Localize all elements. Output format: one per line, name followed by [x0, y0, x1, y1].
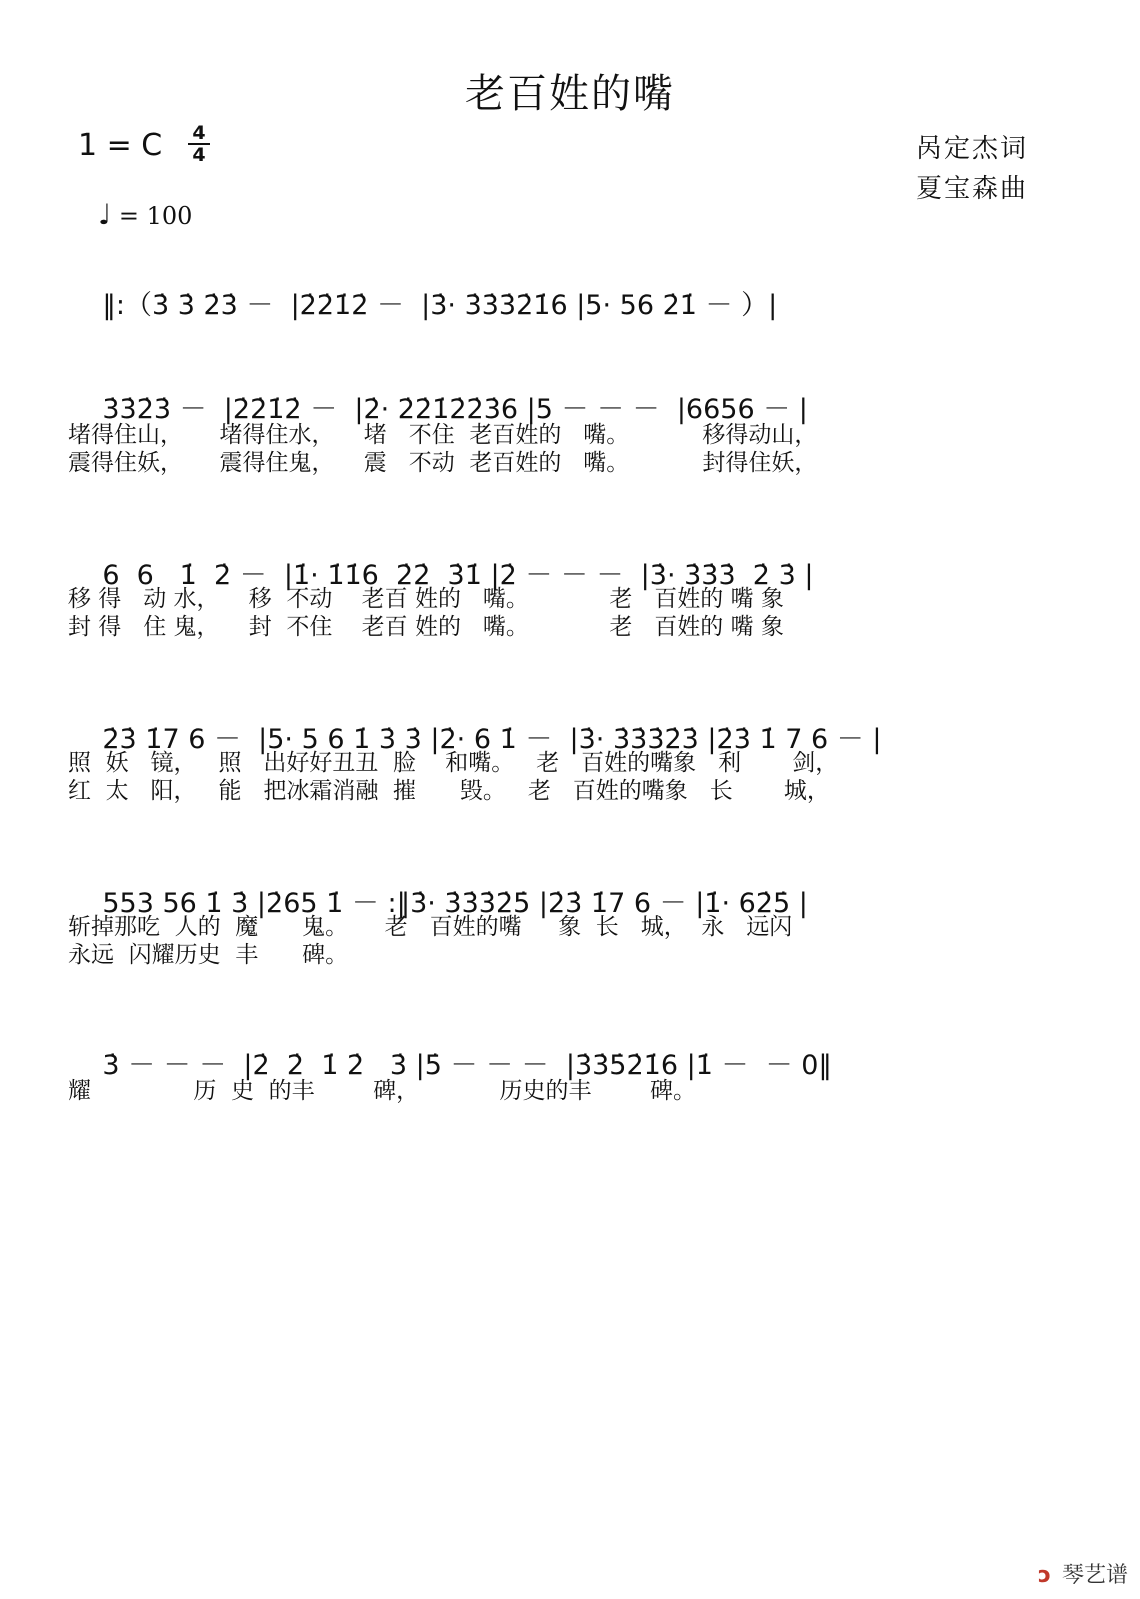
lyric-line-1: 移 得 动 水， 移 不动 老百 姓的 嘴。 老 百姓的 嘴 象	[68, 586, 784, 612]
time-signature-bottom: 4	[192, 144, 206, 166]
notation-text: 6 6 1̇ 2̇ － |1̇· 1̇1̇6 2̇2̇ 3̇1̇ |2̇ － － － |3̇· 3̇3̇3̇ 2̇ 3̇ |	[102, 560, 814, 591]
notation-text: 553 56 1̇ 3̇ |2̇65 1̇ － :‖3̇· 3̇3̇3̇2̇5̇ |2̇3̇ 1̇7 6 － |1̇· 62̇5̇ |	[102, 888, 808, 919]
time-signature-top: 4	[192, 122, 206, 144]
notation-text: 3̇3̇2̇3̇ － |2̇2̇1̇2̇ － |2̇· 2̇2̇1̇2̇2̇3̇6 |5 － － － |6656 － |	[102, 394, 808, 425]
notation-line	[68, 850, 1048, 919]
tempo-marking	[98, 198, 192, 231]
notation-line	[68, 686, 1048, 755]
lyric-line-1: 斩掉那吃 人的 魔 鬼。 老 百姓的嘴 象 长 城， 永 远闪	[68, 914, 793, 940]
lyric-line-2: 红 太 阳， 能 把冰霜消融 摧 毁。 老 百姓的嘴象 长 城，	[68, 778, 830, 804]
lyric-line-2: 震得住妖， 震得住鬼， 震 不动 老百姓的 嘴。 封得住妖，	[68, 450, 818, 476]
watermark-text: 琴艺谱	[1061, 1563, 1128, 1588]
lyric-line-2: 永远 闪耀历史 丰 碑。	[68, 942, 349, 968]
lyric-line-2: 封 得 住 鬼， 封 不住 老百 姓的 嘴。 老 百姓的 嘴 象	[68, 614, 784, 640]
tempo-value: = 100	[118, 202, 193, 230]
composer-credit: 夏宝森曲	[915, 174, 1028, 204]
lyric-line-1: 耀 历 史 的丰 碑， 历史的丰 碑。	[68, 1078, 696, 1104]
quarter-note-icon: ♩	[98, 198, 112, 231]
notation-line	[68, 522, 1048, 591]
song-title: 老百姓的嘴	[465, 71, 675, 117]
brand-logo-icon: ↄ	[1037, 1563, 1051, 1588]
notation-line	[68, 356, 1048, 425]
lyric-line-1: 堵得住山， 堵得住水， 堵 不住 老百姓的 嘴。 移得动山，	[68, 422, 818, 448]
site-watermark	[1038, 1558, 1128, 1589]
notation-text: 2̇3̇ 1̇7 6 － |5· 5 6 1̇ 3̇ 3̇ |2̇· 6 1̇ － |3̇· 3̇3̇3̇2̇3̇ |2̇3̇ 1̇ 7 6 － |	[102, 724, 882, 755]
lyric-line-1: 照 妖 镜， 照 出好好丑丑 脸 和嘴。 老 百姓的嘴象 利 剑，	[68, 750, 839, 776]
notation-text: ‖:（3̇ 3̇ 2̇3̇ － |2̇2̇1̇2̇ － |3̇· 3̇3̇3̇2̇1̇6 |5· 56 2̇1̇ － ）|	[102, 290, 778, 321]
time-signature	[188, 124, 210, 164]
lyricist-credit: 呙定杰词	[915, 134, 1028, 164]
notation-line	[68, 1012, 1048, 1081]
notation-text: 3̇ － － － |2̇ 2̇ 1̇ 2̇ 3̇ |5̇ － － － |3̇3̇5̇2̇1̇6 |1̇ － － 0‖	[102, 1050, 832, 1081]
key-signature: 1 = C	[78, 128, 163, 163]
notation-line	[68, 252, 1048, 321]
